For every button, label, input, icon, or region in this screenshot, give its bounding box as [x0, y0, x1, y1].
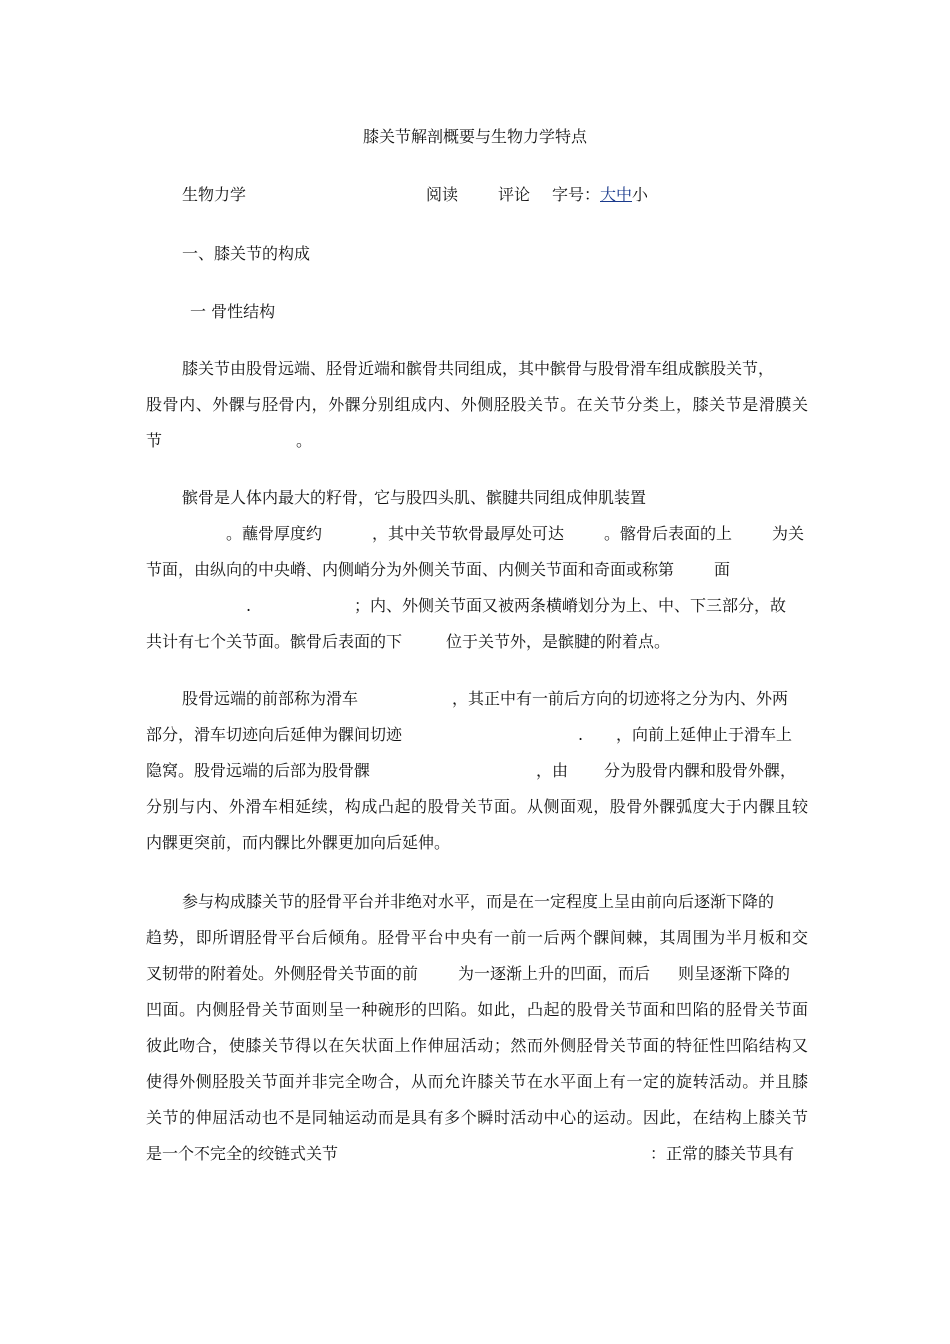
font-size-large-link[interactable]: 大 [600, 185, 617, 204]
text-fragment: 是一个不完全的绞链式关节 [146, 1144, 339, 1163]
paragraph-1 [146, 351, 808, 459]
paragraph-line: 髌骨是人体内最大的籽骨，它与股四头肌、髌腱共同组成伸肌装置 [182, 488, 647, 507]
text-fragment: 。 [296, 431, 313, 450]
text-fragment: 分为股骨内髁和股骨外髁， [604, 761, 797, 780]
paragraph-line: 趋势，即所谓胫骨平台后倾角。胫骨平台中央有一前一后两个髁间棘，其周围为半月板和交 [146, 928, 808, 947]
paragraph-line: 内髁更突前，而内髁比外髁更加向后延伸。 [146, 833, 451, 852]
text-fragment: 。蘸骨厚度约 [226, 524, 323, 543]
page-title: 膝关节解剖概要与生物力学特点 [362, 127, 587, 146]
paragraph-line [146, 588, 808, 624]
read-link[interactable]: 阅读 [426, 185, 459, 204]
text-fragment: 节面，由纵向的中央嵴、内侧峭分为外侧关节面、内侧关节面和奇面或称第 [146, 560, 675, 579]
paragraph-line [146, 423, 808, 459]
paragraph-4 [146, 884, 808, 1172]
font-size-medium-link[interactable]: 中 [616, 185, 633, 204]
text-fragment: 则呈逐渐下降的 [678, 964, 791, 983]
text-fragment: 为一逐渐上升的凹面，而后 [458, 964, 651, 983]
text-fragment: 为关 [772, 524, 805, 543]
paragraph-line: 凹面。内侧胫骨关节面则呈一种碗形的凹陷。如此，凸起的股骨关节面和凹陷的胫骨关节面 [146, 1000, 808, 1019]
paragraph-line: 关节的伸屈活动也不是同轴运动而是具有多个瞬时活动中心的运动。因此，在结构上膝关节 [146, 1108, 808, 1127]
text-fragment: 部分，滑车切迹向后延伸为髁间切迹 [146, 725, 403, 744]
paragraph-line [146, 552, 808, 588]
text-fragment: 。髂骨后表面的上 [604, 524, 733, 543]
section-heading: 一、膝关节的构成 [182, 244, 311, 263]
paragraph-line [146, 717, 808, 753]
paragraph-line: 分别与内、外滑车相延续，构成凸起的股骨关节面。从侧面观，股骨外髁弧度大于内髁且较 [146, 797, 808, 816]
text-fragment: 共计有七个关节面。髌骨后表面的下 [146, 632, 403, 651]
text-fragment: . [246, 596, 252, 615]
text-fragment: 位于关节外，是髌腱的附着点。 [446, 632, 671, 651]
paragraph-line [146, 1136, 808, 1172]
paragraph-line: 彼此吻合，使膝关节得以在矢状面上作伸屈活动；然而外侧胫骨关节面的特征性凹陷结构又 [146, 1036, 808, 1055]
font-size-small-link[interactable]: 小 [632, 185, 649, 204]
text-fragment: 股骨远端的前部称为滑车 [182, 689, 359, 708]
paragraph-line: 参与构成膝关节的胫骨平台并非绝对水平，而是在一定程度上呈由前向后逐渐下降的 [182, 892, 775, 911]
text-fragment: ；内、外侧关节面又被两条横嵴划分为上、中、下三部分，故 [354, 596, 787, 615]
text-fragment: ，由 [536, 761, 569, 780]
subsection-heading: 一 骨性结构 [190, 302, 276, 321]
article-meta-bar [182, 182, 782, 206]
text-fragment: 隐窝。股骨远端的后部为股骨髁 [146, 761, 371, 780]
category-label: 生物力学 [182, 185, 247, 204]
text-fragment: 面 [714, 560, 731, 579]
paragraph-line [146, 753, 808, 789]
paragraph-line [146, 624, 808, 660]
paragraph-2 [146, 480, 808, 660]
paragraph-3 [146, 681, 808, 861]
paragraph-line: 膝关节由股骨远端、胫骨近端和髌骨共同组成，其中髌骨与股骨滑车组成髌股关节， [182, 359, 775, 378]
paragraph-line [146, 516, 808, 552]
paragraph-line: 使得外侧胫股关节面并非完全吻合，从而允许膝关节在水平面上有一定的旋转活动。并且膝 [146, 1072, 808, 1091]
text-fragment: 节 [146, 431, 163, 450]
text-fragment: ，其正中有一前后方向的切迹将之分为内、外两 [452, 689, 789, 708]
paragraph-line [146, 681, 808, 717]
paragraph-line: 股骨内、外髁与胫骨内，外髁分别组成内、外侧胫股关节。在关节分类上，膝关节是滑膜关 [146, 395, 808, 414]
text-fragment: ：正常的膝关节具有 [650, 1144, 795, 1163]
text-fragment: . [578, 725, 584, 744]
comment-link[interactable]: 评论 [498, 185, 531, 204]
text-fragment: 叉韧带的附着处。外侧胫骨关节面的前 [146, 964, 419, 983]
text-fragment: ，向前上延伸止于滑车上 [616, 725, 793, 744]
text-fragment: ，其中关节软骨最厚处可达 [372, 524, 565, 543]
paragraph-line [146, 956, 808, 992]
font-size-label: 字号： [552, 185, 601, 204]
